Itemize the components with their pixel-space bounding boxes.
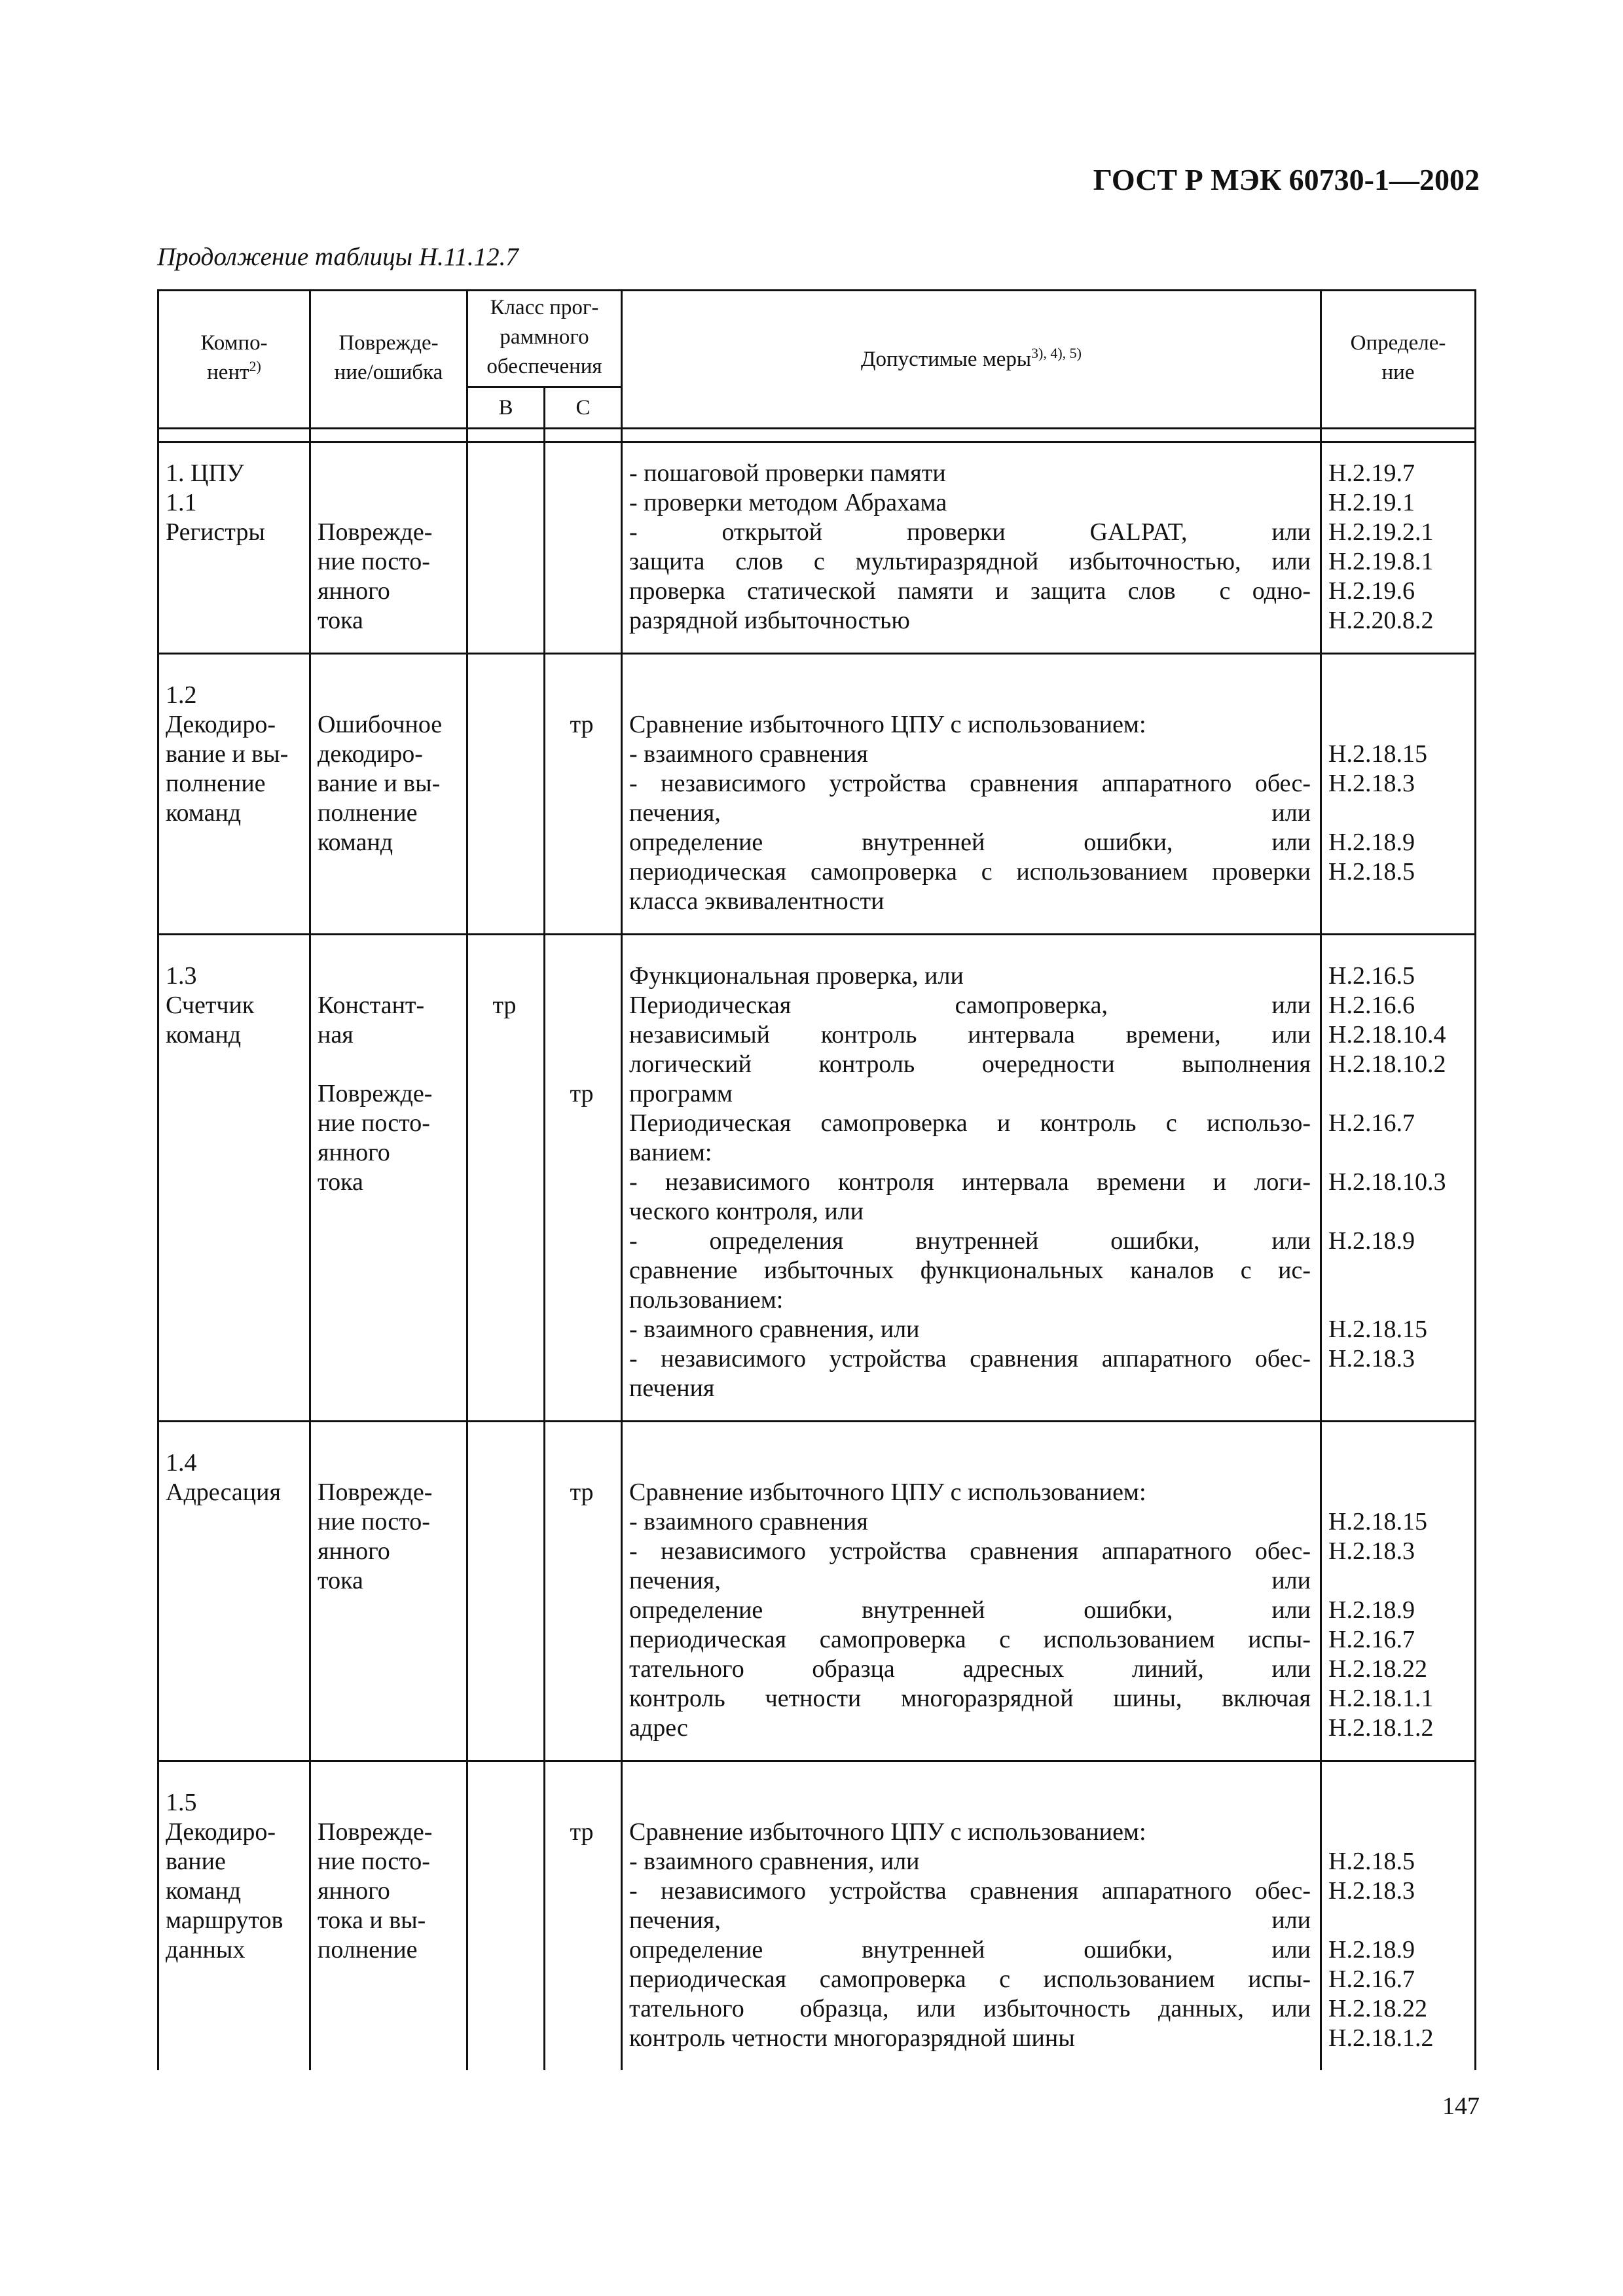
cell-line: Периодическая самопроверка и контроль с использо- (629, 1109, 1311, 1137)
cell-line (318, 459, 457, 488)
cell-line: определение внутренней ошибки, или (629, 829, 1311, 856)
cell-line: команд (166, 1021, 242, 1049)
fault-cell (310, 1761, 467, 2071)
cell-line: - взаимного сравнения (629, 1508, 868, 1535)
cell-line: Поврежде- (318, 518, 433, 546)
definition-ref: Н.2.19.2.1 (1328, 518, 1434, 546)
definition-cell (1321, 1422, 1476, 1761)
component-cell (158, 1422, 310, 1761)
cell-line (629, 681, 1311, 710)
definition-ref (1328, 798, 1465, 828)
cell-line: янного (318, 1537, 390, 1565)
cell-line: 1.4 (166, 1449, 197, 1477)
cell-line: тока (318, 607, 363, 634)
definition-ref (1328, 1788, 1465, 1818)
cell-line (475, 961, 534, 991)
definition-ref: Н.2.19.7 (1328, 459, 1415, 487)
class-b-cell (467, 654, 545, 935)
cell-line: ние посто- (318, 1109, 430, 1137)
cell-line: пользованием: (629, 1286, 784, 1314)
table-row (158, 654, 1476, 935)
cell-line: данных (166, 1936, 246, 1964)
cell-line: проверка статической памяти и защита слов с одно- (629, 577, 1311, 605)
definition-ref: Н.2.18.5 (1328, 858, 1415, 886)
cell-line: класса эквивалентности (629, 888, 884, 915)
definition-ref: Н.2.16.7 (1328, 1109, 1415, 1137)
definition-ref (1328, 1818, 1465, 1847)
definition-ref: Н.2.16.6 (1328, 992, 1415, 1019)
definition-ref (1328, 1285, 1465, 1315)
definition-ref (1328, 681, 1465, 710)
cell-line: ние посто- (318, 548, 430, 575)
cell-line: - проверки методом Абрахама (629, 489, 947, 516)
cell-line: янного (318, 1139, 390, 1166)
cell-line: Поврежде- (318, 1479, 433, 1506)
definition-ref (1328, 1079, 1465, 1109)
cell-line: независимый контроль интервала времени, или (629, 1021, 1311, 1049)
cell-line: полнение (166, 770, 266, 797)
cell-line: разрядной избыточностью (629, 607, 910, 634)
definition-ref: Н.2.18.1.2 (1328, 2024, 1434, 2052)
cell-line (318, 961, 457, 991)
definition-ref: Н.2.18.1.1 (1328, 1685, 1434, 1712)
cell-line: Сравнение избыточного ЦПУ с использованием: (629, 711, 1146, 738)
cell-line: сравнение избыточных функциональных каналов с ис- (629, 1257, 1311, 1284)
page-number: 147 (1442, 2092, 1480, 2120)
cell-line: периодическая самопроверка с использованием проверки (629, 858, 1311, 886)
cell-line: тр (570, 711, 594, 738)
fault-cell (310, 442, 467, 654)
cell-line: Поврежде- (318, 1080, 433, 1107)
cell-line: тр (570, 1479, 594, 1506)
cell-line: 1.5 (166, 1789, 197, 1816)
component-cell (158, 1761, 310, 2071)
cell-line: Ошибочное (318, 711, 443, 738)
cell-line: команд (166, 799, 242, 827)
cell-line: 1. ЦПУ (166, 459, 244, 487)
cell-line (552, 1448, 611, 1478)
component-cell (158, 442, 310, 654)
cell-line: 1.2 (166, 681, 197, 709)
cell-line (552, 961, 611, 991)
cell-line: ванием: (629, 1139, 712, 1166)
definition-ref (1328, 1374, 1465, 1403)
cell-line: Декодиро- (166, 1818, 276, 1846)
cell-line: Периодическая самопроверка, или (629, 992, 1311, 1019)
cell-line: Констант- (318, 992, 425, 1019)
class-b-cell (467, 1761, 545, 2071)
definition-ref: Н.2.19.6 (1328, 577, 1415, 605)
cell-line: периодическая самопроверка с использованием испы- (629, 1626, 1311, 1653)
cell-line: декодиро- (318, 740, 423, 768)
cell-line: печения, или (629, 1567, 1311, 1594)
definition-ref: Н.2.19.8.1 (1328, 548, 1434, 575)
header-class-b: B (467, 387, 545, 429)
definition-ref: Н.2.18.10.3 (1328, 1168, 1446, 1196)
cell-line: - взаимного сравнения, или (629, 1848, 920, 1875)
definition-ref (1328, 1566, 1465, 1596)
cell-line (552, 1050, 611, 1079)
class-c-cell (545, 1761, 622, 2071)
cell-line (318, 1788, 457, 1818)
component-cell (158, 654, 310, 935)
cell-line: тательного образца адресных линий, или (629, 1655, 1311, 1683)
definition-ref: Н.2.18.15 (1328, 1316, 1427, 1343)
definition-ref: Н.2.19.1 (1328, 489, 1415, 516)
definition-ref: Н.2.18.3 (1328, 1345, 1415, 1372)
header-definition: Определе- ние (1321, 291, 1476, 429)
cell-line: ная (318, 1021, 354, 1049)
cell-line: янного (318, 1877, 390, 1905)
cell-line (552, 1788, 611, 1818)
definition-ref (1328, 1197, 1465, 1227)
measures-cell (622, 935, 1321, 1422)
definition-ref: Н.2.18.15 (1328, 1508, 1427, 1535)
cell-line (552, 991, 611, 1020)
definition-cell (1321, 1761, 1476, 2071)
definition-ref: Н.2.16.7 (1328, 1626, 1415, 1653)
cell-line: защита слов с мультиразрядной избыточностью, или (629, 548, 1311, 575)
cell-line: печения, или (629, 799, 1311, 827)
cell-line: - открытой проверки GALPAT, или (629, 518, 1311, 546)
measures-cell (622, 1761, 1321, 2071)
cell-line: контроль четности многоразрядной шины (629, 2024, 1075, 2052)
header-component: Компо- нент$^{2)}$ (158, 291, 310, 429)
cell-line: тательного образца, или избыточность данных, или (629, 1995, 1311, 2022)
definition-ref: Н.2.18.1.2 (1328, 1714, 1434, 1742)
table-row (158, 1761, 1476, 2071)
definition-ref: Н.2.16.7 (1328, 1965, 1415, 1993)
definition-ref: Н.2.18.3 (1328, 770, 1415, 797)
cell-line: тр (492, 992, 517, 1019)
definition-ref (1328, 1256, 1465, 1285)
cell-line: Поврежде- (318, 1818, 433, 1846)
cell-line: - независимого контроля интервала времени и логи- (629, 1168, 1311, 1196)
cell-line: Сравнение избыточного ЦПУ с использованием: (629, 1479, 1146, 1506)
header-class-c: C (545, 387, 622, 429)
cell-line: - независимого устройства сравнения аппаратного обес- (629, 1537, 1311, 1565)
definition-ref: Н.2.20.8.2 (1328, 607, 1434, 634)
definition-ref (1328, 1478, 1465, 1507)
definition-ref: Н.2.18.9 (1328, 829, 1415, 856)
cell-line: команд (166, 1877, 242, 1905)
cell-line (318, 488, 457, 518)
table-row (158, 1422, 1476, 1761)
table-row (158, 442, 1476, 654)
cell-line (552, 1020, 611, 1050)
cell-line: Функциональная проверка, или (629, 962, 964, 990)
definition-cell (1321, 654, 1476, 935)
measures-cell (622, 654, 1321, 935)
cell-line: Регистры (166, 518, 265, 546)
cell-line: ние посто- (318, 1848, 430, 1875)
cell-line: определение внутренней ошибки, или (629, 1936, 1311, 1964)
cell-line: логический контроль очередности выполнения (629, 1050, 1311, 1078)
cell-line: адрес (629, 1714, 688, 1742)
cell-line: определение внутренней ошибки, или (629, 1596, 1311, 1624)
definition-ref: Н.2.18.9 (1328, 1227, 1415, 1255)
cell-line (318, 1050, 457, 1079)
measures-cell (622, 442, 1321, 654)
cell-line: тр (570, 1818, 594, 1846)
cell-line: - взаимного сравнения, или (629, 1316, 920, 1343)
cell-line: вание и вы- (318, 770, 441, 797)
class-c-cell (545, 1422, 622, 1761)
definition-ref: Н.2.16.5 (1328, 962, 1415, 990)
cell-line: янного (318, 577, 390, 605)
cell-line: 1.3 (166, 962, 197, 990)
cell-line (552, 681, 611, 710)
definition-ref (1328, 887, 1465, 916)
cell-line: тока (318, 1567, 363, 1594)
cell-line: Счетчик (166, 992, 255, 1019)
cell-line: тока (318, 1168, 363, 1196)
cell-line: полнение (318, 799, 418, 827)
definition-cell (1321, 442, 1476, 654)
cell-line: - пошаговой проверки памяти (629, 459, 946, 487)
cell-line: - определения внутренней ошибки, или (629, 1227, 1311, 1255)
cell-line (629, 1788, 1311, 1818)
definition-ref (1328, 710, 1465, 740)
definition-ref: Н.2.18.9 (1328, 1596, 1415, 1624)
definition-ref (1328, 1448, 1465, 1478)
cell-line: полнение (318, 1936, 418, 1964)
cell-line: тока и вы- (318, 1907, 426, 1934)
cell-line: Адресация (166, 1479, 281, 1506)
cell-line: маршрутов (166, 1907, 283, 1934)
cell-line: вание и вы- (166, 740, 289, 768)
definition-ref: Н.2.18.9 (1328, 1936, 1415, 1964)
fault-cell (310, 654, 467, 935)
cell-line: периодическая самопроверка с использованием испы- (629, 1965, 1311, 1993)
cell-line: Декодиро- (166, 711, 276, 738)
table-caption: Продолжение таблицы Н.11.12.7 (157, 243, 519, 271)
class-c-cell (545, 935, 622, 1422)
fault-cell (310, 1422, 467, 1761)
cell-line: команд (318, 829, 393, 856)
cell-line: печения (629, 1374, 715, 1402)
definition-ref: Н.2.18.15 (1328, 740, 1427, 768)
header-fault: Поврежде- ние/ошибка (310, 291, 467, 429)
cell-line: программ (629, 1080, 733, 1107)
cell-line: контроль четности многоразрядной шины, включая (629, 1685, 1311, 1712)
definition-ref: Н.2.18.22 (1328, 1655, 1427, 1683)
cell-line: ние посто- (318, 1508, 430, 1535)
fault-cell (310, 935, 467, 1422)
definition-ref (1328, 1138, 1465, 1168)
measures-table (157, 289, 1476, 2070)
definition-ref: Н.2.18.3 (1328, 1877, 1415, 1905)
document-code: ГОСТ Р МЭК 60730-1—2002 (1093, 163, 1480, 196)
class-b-cell (467, 1422, 545, 1761)
cell-line (318, 681, 457, 710)
definition-ref (1328, 1906, 1465, 1935)
measures-cell (622, 1422, 1321, 1761)
cell-line: - взаимного сравнения (629, 740, 868, 768)
cell-line: Сравнение избыточного ЦПУ с использованием: (629, 1818, 1146, 1846)
definition-ref: Н.2.18.22 (1328, 1995, 1427, 2022)
cell-line (318, 1448, 457, 1478)
definition-ref: Н.2.18.3 (1328, 1537, 1415, 1565)
cell-line: вание (166, 1848, 226, 1875)
cell-line: ческого контроля, или (629, 1198, 864, 1225)
definition-ref: Н.2.18.10.2 (1328, 1050, 1446, 1078)
definition-cell (1321, 935, 1476, 1422)
cell-line: тр (570, 1080, 594, 1107)
cell-line (629, 1448, 1311, 1478)
header-software-class: Класс прог- раммного обеспечения (467, 291, 622, 387)
table-row (158, 935, 1476, 1422)
cell-line: - независимого устройства сравнения аппаратного обес- (629, 770, 1311, 797)
class-c-cell (545, 654, 622, 935)
definition-ref: Н.2.18.5 (1328, 1848, 1415, 1875)
cell-line: - независимого устройства сравнения аппаратного обес- (629, 1877, 1311, 1905)
header-measures: Допустимые меры$^{3), 4), 5)}$ (622, 291, 1321, 429)
component-cell (158, 935, 310, 1422)
class-b-cell (467, 935, 545, 1422)
class-c-cell (545, 442, 622, 654)
class-b-cell (467, 442, 545, 654)
cell-line: - независимого устройства сравнения аппаратного обес- (629, 1345, 1311, 1372)
cell-line: 1.1 (166, 489, 197, 516)
cell-line: печения, или (629, 1907, 1311, 1934)
definition-ref: Н.2.18.10.4 (1328, 1021, 1446, 1049)
